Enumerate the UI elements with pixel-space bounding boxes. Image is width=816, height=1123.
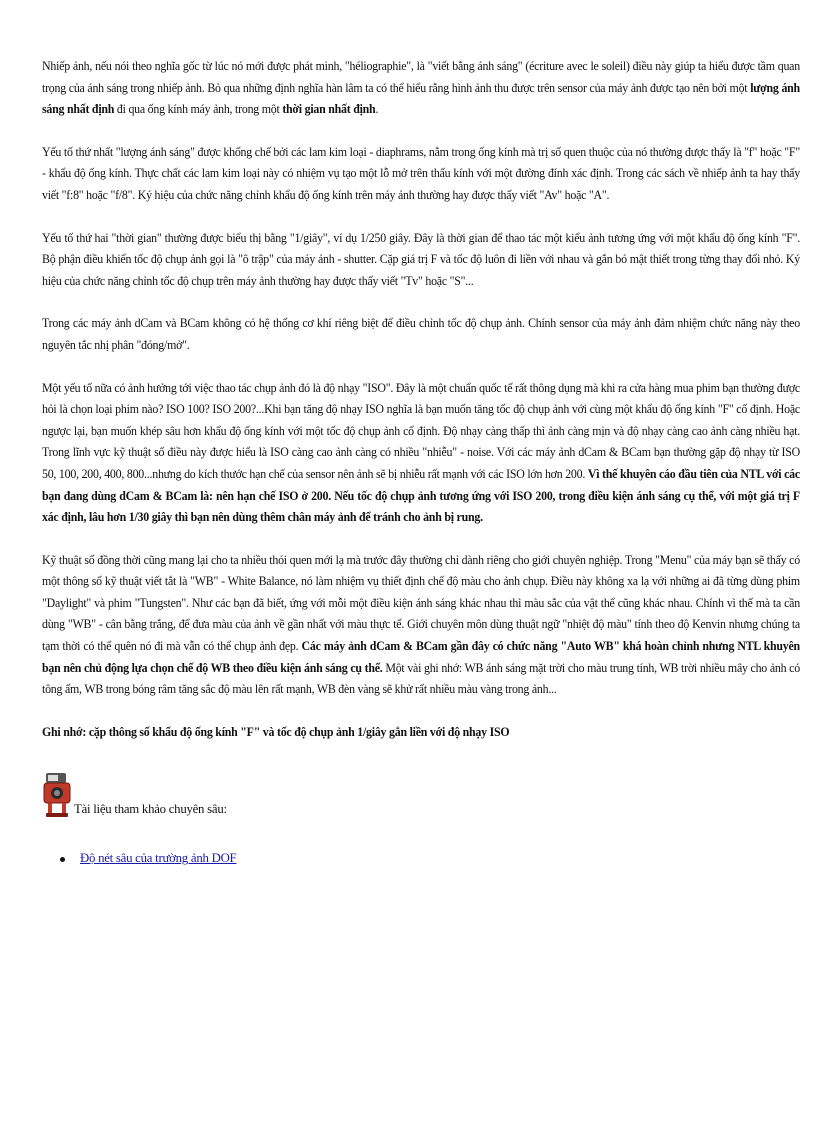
text-run: đi qua ống kính máy ảnh, trong một xyxy=(114,102,283,117)
bold-phrase-light-amount: lượng ánh sáng nhất định xyxy=(42,80,800,117)
text-run: Nhiếp ảnh, nếu nói theo nghĩa gốc từ lúc nó mới được phát minh, "héliographie", là "viết bằng ánh sáng" (écriture avec le soleil) điều này giúp ta hiểu được tầm quan trọng của ánh sáng trong nhiếp ảnh. Bỏ qua những định nghĩa hàn lâm ta có thể hiểu rằng hình ảnh thu được trên sensor của máy ảnh được tạo nên bởi một xyxy=(42,59,800,95)
reminder-note: Ghi nhớ: cặp thông số khẩu độ ống kính "F" và tốc độ chụp ảnh 1/giây gắn liền với độ nhạy ISO xyxy=(42,724,510,739)
paragraph-heliographie xyxy=(42,56,800,121)
reference-links xyxy=(42,851,800,866)
paragraph-sensor: Trong các máy ảnh dCam và BCam không có hệ thống cơ khí riêng biệt để điều chỉnh tốc độ chụp ảnh. Chính sensor của máy ảnh đảm nhiệm chức năng này theo nguyên tắc nhị phân "đóng/mở". xyxy=(42,316,800,352)
bold-phrase-time: thời gian nhất định xyxy=(282,102,376,117)
link-dof[interactable]: Độ nét sâu của trường ảnh DOF xyxy=(80,851,237,866)
references-header xyxy=(42,763,800,819)
text-run: Một yếu tố nữa có ảnh hưởng tới việc thao tác chụp ảnh đó là độ nhạy "ISO". Đây là một chuẩn quốc tế rất thông dụng mà khi ra cửa hàng mua phim bạn thường được hỏi là chọn loại phim nào? ISO 100? ISO 200?...Khi bạn tăng độ nhạy ISO nghĩa là bạn muốn tăng tốc độ chụp ảnh với cùng một khẩu độ ống kính "F" cố định. Hoặc ngược lại, bạn muốn khép sâu hơn khẩu độ ống kính với một tốc độ chụp ảnh cố định. Độ nhạy càng thấp thì ảnh càng mịn và độ nhạy càng cao ảnh càng nhiều hạt. Trong lĩnh vực kỹ thuật số điều này được hiểu là ISO càng cao ảnh càng có nhiều "nhiễu" - noise. Với các máy ảnh dCam & BCam bạn thường gặp độ nhạy từ ISO 50, 100, 200, 400, 800...nhưng do kích thước hạn chế của sensor nên ảnh sẽ bị nhiễu rất mạnh với các ISO lớn hơn 200. xyxy=(42,380,800,481)
paragraph-aperture: Yếu tố thứ nhất "lượng ánh sáng" được khống chế bởi các lam kim loại - diaphrams, nằm trong ống kính mà trị số quen thuộc của nó thường được thấy là "f" hoặc "F" - khẩu độ ống kính. Thực chất các lam kim loại này có nhiệm vụ tạo một lỗ mở trên thấu kính với một đường đính xác định. Trong các sách về nhiếp ảnh ta hay thấy viết "f:8" hoặc "f/8". Ký hiệu của chức năng chỉnh khẩu độ ống kính trên máy ảnh thường hay được thấy viết "Av" hoặc "A". xyxy=(42,144,800,202)
list-item xyxy=(80,851,800,866)
text-run: Kỹ thuật số đồng thời cũng mang lại cho ta nhiều thói quen mới lạ mà trước đây thường chỉ dành riêng cho giới chuyên nghiệp. Trong "Menu" của máy bạn sẽ thấy có một thông số kỹ thuật viết tắt là "WB" - White Balance, nó làm nhiệm vụ thiết định chế độ màu cho ảnh chụp. Điều này không xa lạ với những ai đã từng dùng phim "Daylight" và phim "Tungsten". Như các bạn đã biết, ứng với mỗi một điều kiện ánh sáng khác nhau thì màu sắc của vật thể cũng khác nhau. Chính vì thế mà ta cần dùng "WB" - cân bằng trắng, để đưa màu của ảnh về gần nhất với màu thực tế. Giới chuyên môn dùng thuật ngữ "nhiệt độ màu" tính theo độ Kenvin nhưng chúng ta tạm thời có thể quên nó đi mà vẫn có thể chụp ảnh đẹp. xyxy=(42,552,800,654)
references-label: Tài liệu tham khảo chuyên sâu: xyxy=(74,802,227,817)
bullet-icon xyxy=(60,857,65,862)
bold-advice-wb: Các máy ảnh dCam & BCam gần đây có chức năng "Auto WB" khá hoàn chỉnh nhưng NTL khuyên bạn nên chủ động lựa chọn chế độ WB theo điều kiện ánh sáng cụ thể. xyxy=(42,639,800,675)
paragraph-white-balance xyxy=(42,550,800,701)
article xyxy=(42,56,800,866)
paragraph-shutter: Yếu tố thứ hai "thời gian" thường được biểu thị bằng "1/giây", ví dụ 1/250 giây. Đây là thời gian để thao tác một kiểu ảnh tương ứng với một khẩu độ ống kính "F". Bộ phận điều khiển tốc độ chụp ảnh gọi là "ô trập" của máy ảnh - shutter. Cặp giá trị F và tốc độ luôn đi liền với nhau và gắn bó mật thiết trong từng thay đổi nhỏ. Ký hiệu của chức năng chỉnh tốc độ chụp trên máy ảnh thường hay được thấy viết "Tv" hoặc "S"... xyxy=(42,230,800,288)
bold-advice-iso: Vì thế khuyên cáo đầu tiên của NTL với các bạn đang dùng dCam & BCam là: nên hạn chế ISO ở 200. Nếu tốc độ chụp ảnh tương ứng với ISO 200, trong điều kiện ánh sáng cụ thể, với một giá trị F xác định, lâu hơn 1/30 giây thì bạn nên dùng thêm chân máy ảnh để tránh cho ảnh bị rung. xyxy=(42,466,800,525)
text-run: . xyxy=(375,102,379,117)
paragraph-iso xyxy=(42,378,800,529)
camera-icon xyxy=(42,769,72,819)
text-run: Một vài ghi nhớ: WB ánh sáng mặt trời cho màu trung tính, WB trời nhiều mây cho ảnh có tông ấm, WB trong bóng râm tăng sắc độ màu lên rất mạnh, WB đèn vàng sẽ khử rất nhiều màu vàng trong ảnh... xyxy=(42,660,800,697)
